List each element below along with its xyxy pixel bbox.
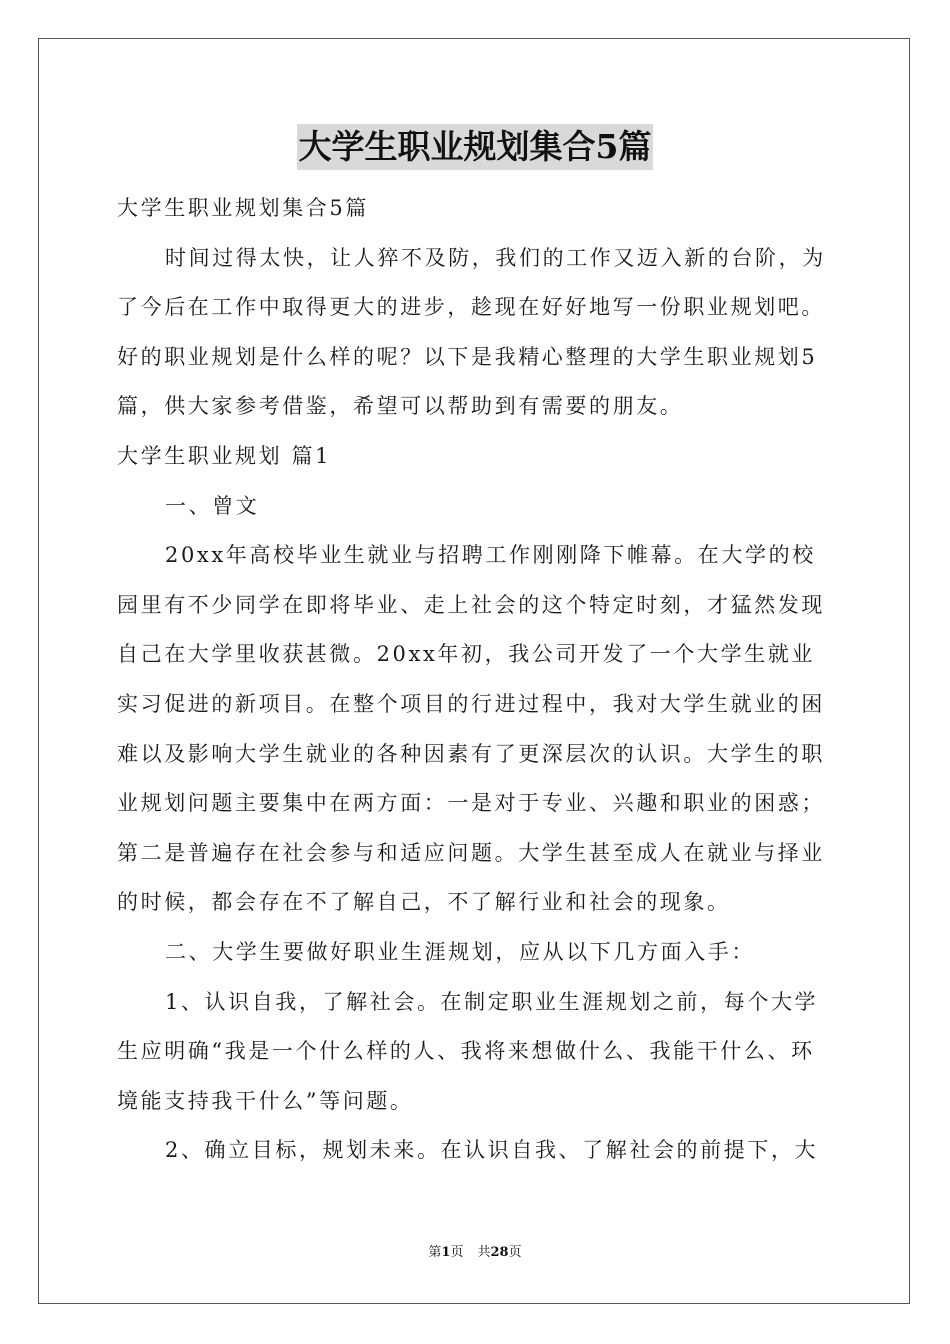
text-line: 一、曾文 — [165, 493, 260, 518]
text-line: 20xx年高校毕业生就业与招聘工作刚刚降下帷幕。在大学的校 — [165, 543, 816, 568]
text-line: 篇，供大家参考借鉴，希望可以帮助到有需要的朋友。 — [117, 394, 684, 419]
text-line: 的时候，都会存在不了解自己，不了解行业和社会的现象。 — [117, 890, 731, 915]
text-line: 园里有不少同学在即将毕业、走上社会的这个特定时刻，才猛然发现 — [117, 592, 825, 617]
text-line: 境能支持我干什么”等问题。 — [117, 1088, 414, 1113]
total-pages-suffix: 页 — [508, 1245, 522, 1260]
text-line: 大学生职业规划集合5篇 — [117, 196, 369, 220]
total-pages-prefix: 共 — [477, 1245, 491, 1260]
text-line: 业规划问题主要集中在两方面：一是对于专业、兴趣和职业的困惑； — [117, 791, 825, 816]
text-line: 好的职业规划是什么样的呢？以下是我精心整理的大学生职业规划5 — [117, 344, 818, 369]
document-body — [117, 184, 835, 1176]
text-line: 1、认识自我，了解社会。在制定职业生涯规划之前，每个大学 — [165, 989, 819, 1014]
text-line: 大学生职业规划 篇1 — [117, 443, 332, 468]
document-title: 大学生职业规划集合5篇 — [297, 124, 654, 170]
text-line: 自己在大学里收获甚微。20xx年初，我公司开发了一个大学生就业 — [117, 642, 816, 667]
page-number-prefix: 第 — [428, 1245, 442, 1260]
page-number-suffix: 页 — [450, 1245, 464, 1260]
page-number: 1 — [441, 1245, 451, 1260]
text-line: 了今后在工作中取得更大的进步，趁现在好好地写一份职业规划吧。 — [117, 295, 825, 320]
text-line: 二、大学生要做好职业生涯规划，应从以下几方面入手： — [165, 939, 755, 964]
text-line: 第二是普遍存在社会参与和适应问题。大学生甚至成人在就业与择业 — [117, 840, 825, 865]
text-line: 2、确立目标，规划未来。在认识自我、了解社会的前提下，大 — [165, 1138, 819, 1163]
text-line: 时间过得太快，让人猝不及防，我们的工作又迈入新的台阶，为 — [165, 245, 826, 270]
text-line: 难以及影响大学生就业的各种因素有了更深层次的认识。大学生的职 — [117, 741, 825, 766]
title-container — [0, 124, 950, 170]
text-line: 实习促进的新项目。在整个项目的行进过程中，我对大学生就业的困 — [117, 691, 825, 716]
total-pages: 28 — [490, 1245, 509, 1260]
text-line: 生应明确“我是一个什么样的人、我将来想做什么、我能干什么、环 — [117, 1039, 815, 1064]
page-footer — [0, 1244, 950, 1262]
